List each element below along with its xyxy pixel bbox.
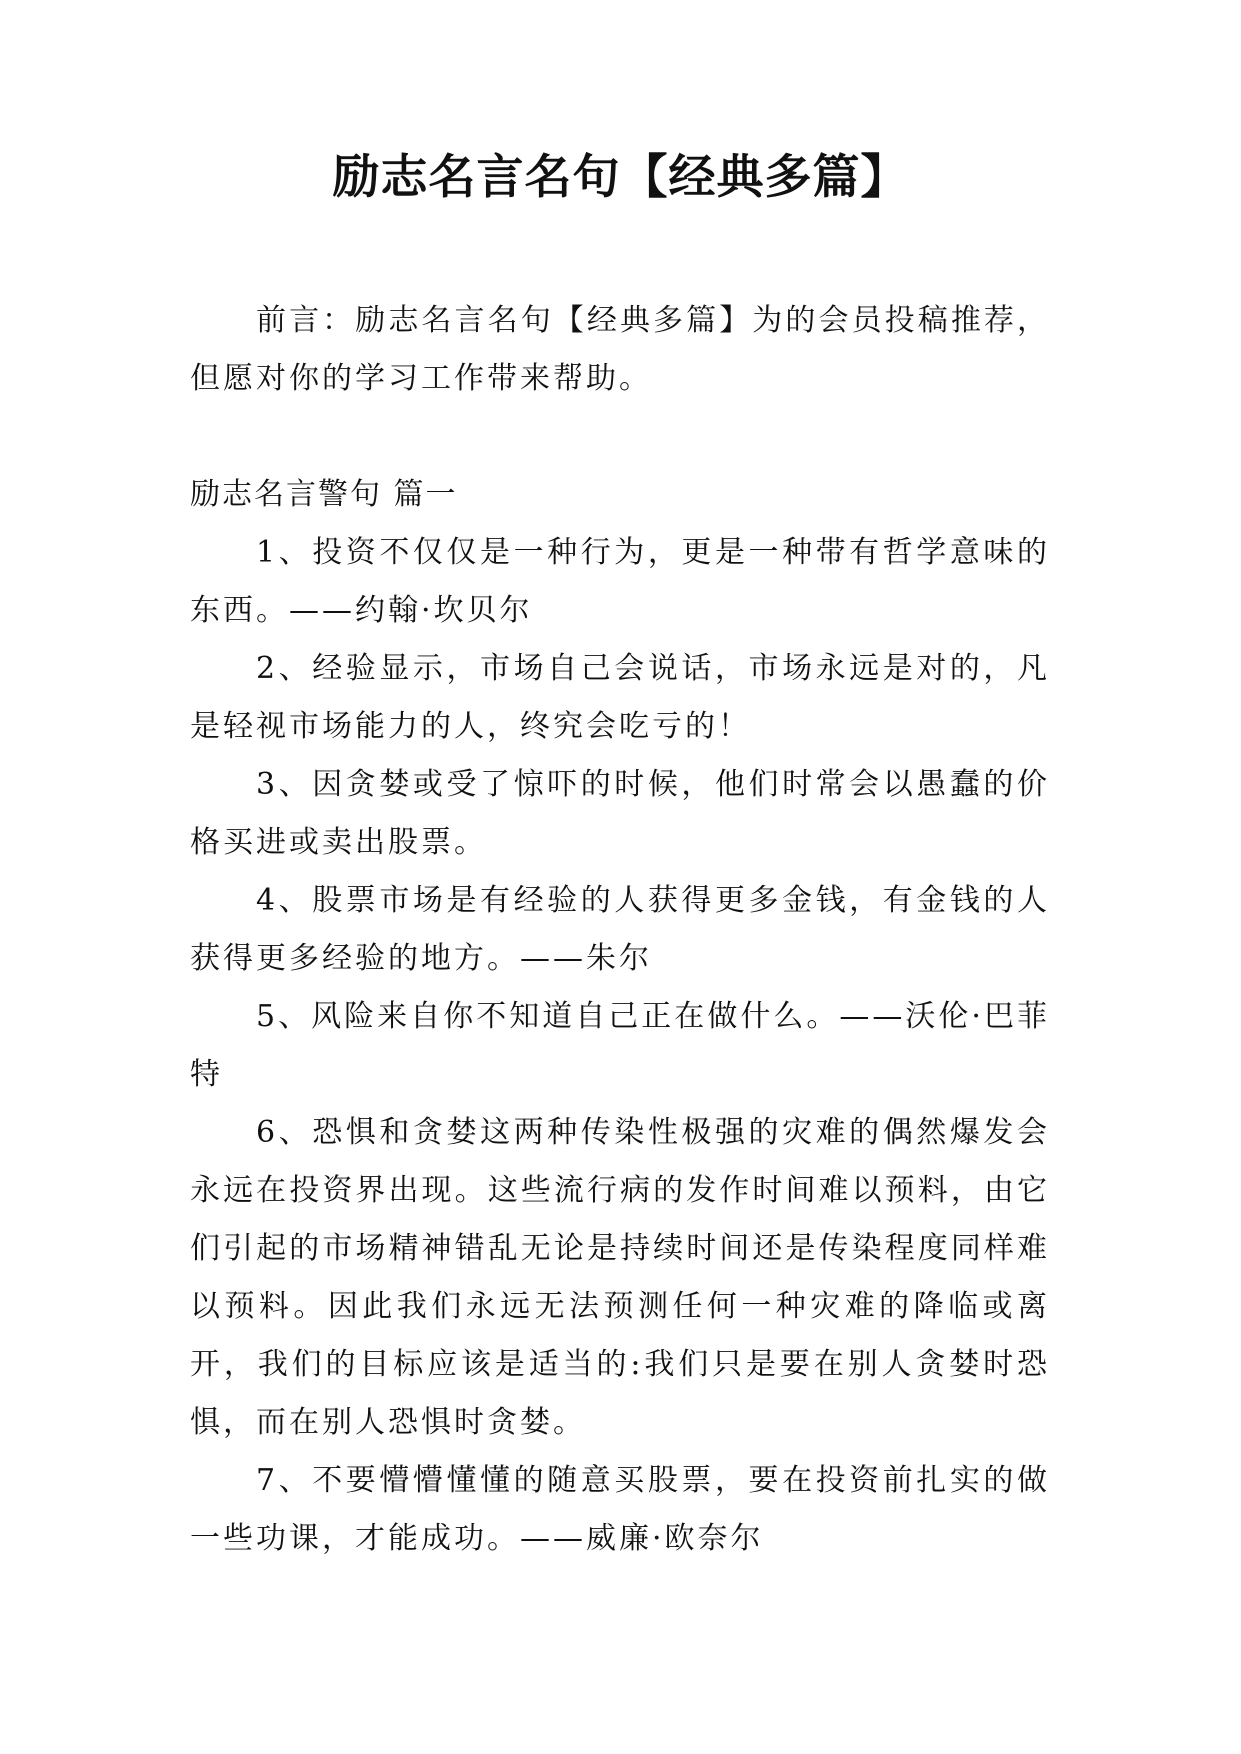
quote-item-5: 5、风险来自你不知道自己正在做什么。——沃伦·巴菲特 [190, 999, 1050, 1092]
quote-item-3: 3、因贪婪或受了惊吓的时候，他们时常会以愚蠢的价格买进或卖出股票。 [190, 767, 1050, 860]
quote-item-7: 7、不要懵懵懂懂的随意买股票，要在投资前扎实的做一些功课，才能成功。——威廉·欧奈尔 [190, 1463, 1050, 1556]
document-title: 励志名言名句【经典多篇】 [332, 150, 909, 205]
section-heading: 励志名言警句 篇一 [190, 477, 458, 512]
paragraph-gap [190, 408, 1050, 466]
quote-item-6: 6、恐惧和贪婪这两种传染性极强的灾难的偶然爆发会永远在投资界出现。这些流行病的发作时间难以预料，由它们引起的市场精神错乱无论是持续时间还是传染程度同样难以预料。因此我们永远无法预测任何一种灾难的降临或离开，我们的目标应该是适当的:我们只是要在别人贪婪时恐惧，而在别人恐惧时贪婪。 [190, 1115, 1050, 1440]
quote-item-2: 2、经验显示，市场自己会说话，市场永远是对的，凡是轻视市场能力的人，终究会吃亏的！ [190, 651, 1050, 744]
quote-item-4: 4、股票市场是有经验的人获得更多金钱，有金钱的人获得更多经验的地方。——朱尔 [190, 883, 1050, 976]
document-body [190, 292, 1050, 1568]
quote-item-1: 1、投资不仅仅是一种行为，更是一种带有哲学意味的东西。——约翰·坎贝尔 [190, 535, 1050, 628]
preface-paragraph: 前言：励志名言名句【经典多篇】为的会员投稿推荐，但愿对你的学习工作带来帮助。 [190, 303, 1050, 396]
